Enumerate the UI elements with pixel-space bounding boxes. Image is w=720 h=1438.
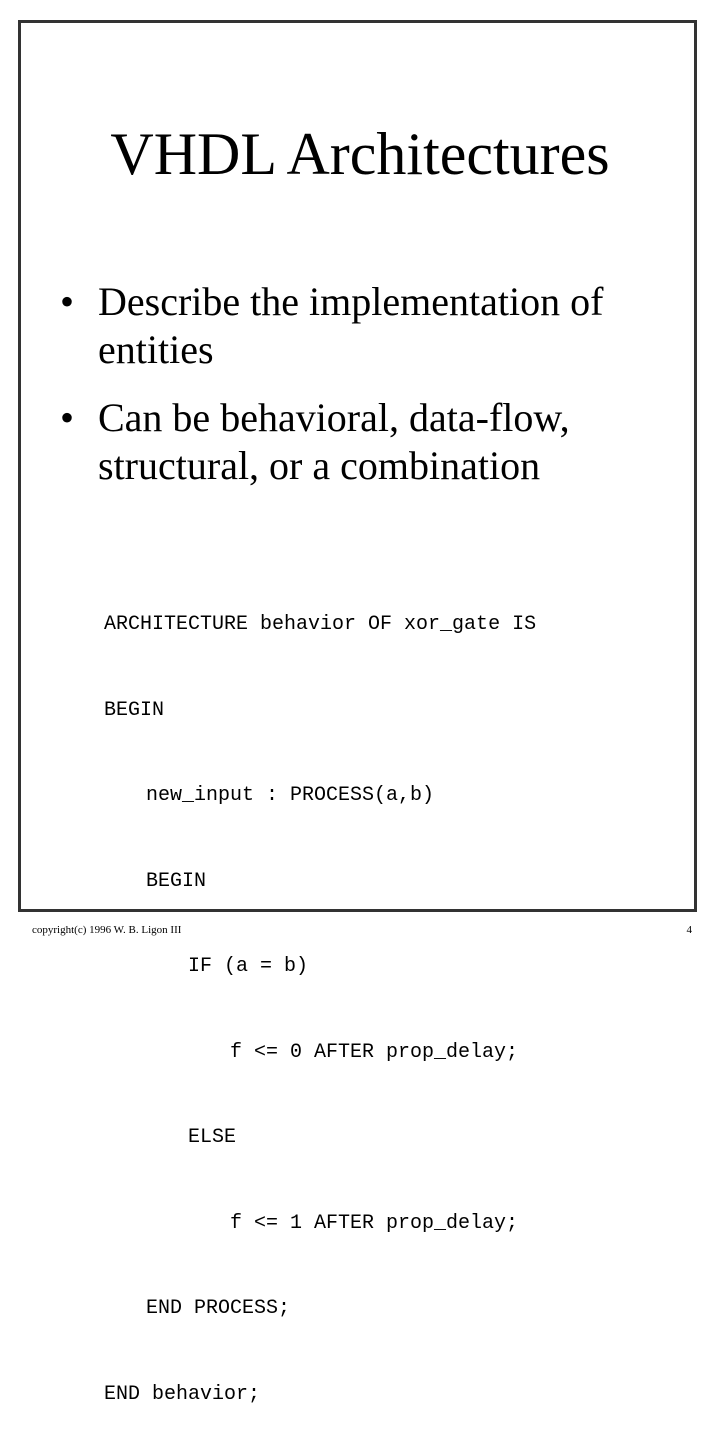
footer-copyright: copyright(c) 1996 W. B. Ligon III: [32, 924, 182, 936]
bullet-item: [58, 394, 658, 490]
bullet-text: Can be behavioral, data-flow, structural, or a combination: [98, 395, 570, 488]
code-line: ARCHITECTURE behavior OF xor_gate IS: [104, 613, 537, 636]
bullet-list: [58, 278, 658, 510]
bullet-dot-icon: •: [60, 279, 75, 324]
bullet-dot-icon: •: [60, 395, 75, 440]
bullet-text: Describe the implementation of entities: [98, 279, 604, 372]
page-number: 4: [686, 924, 692, 936]
code-line: END behavior;: [104, 1382, 261, 1406]
bullet-item: [58, 278, 658, 374]
code-block: [104, 554, 536, 1438]
code-line: new_input : PROCESS(a,b): [146, 784, 435, 807]
code-line: ELSE: [188, 1126, 237, 1149]
slide-title: VHDL Architectures: [110, 121, 610, 187]
code-line: BEGIN: [146, 869, 207, 893]
code-line: f <= 1 AFTER prop_delay;: [230, 1211, 519, 1235]
code-line: f <= 0 AFTER prop_delay;: [230, 1040, 519, 1064]
code-line: END PROCESS;: [146, 1297, 291, 1320]
code-line: IF (a = b): [188, 955, 309, 978]
code-line: BEGIN: [104, 698, 165, 722]
